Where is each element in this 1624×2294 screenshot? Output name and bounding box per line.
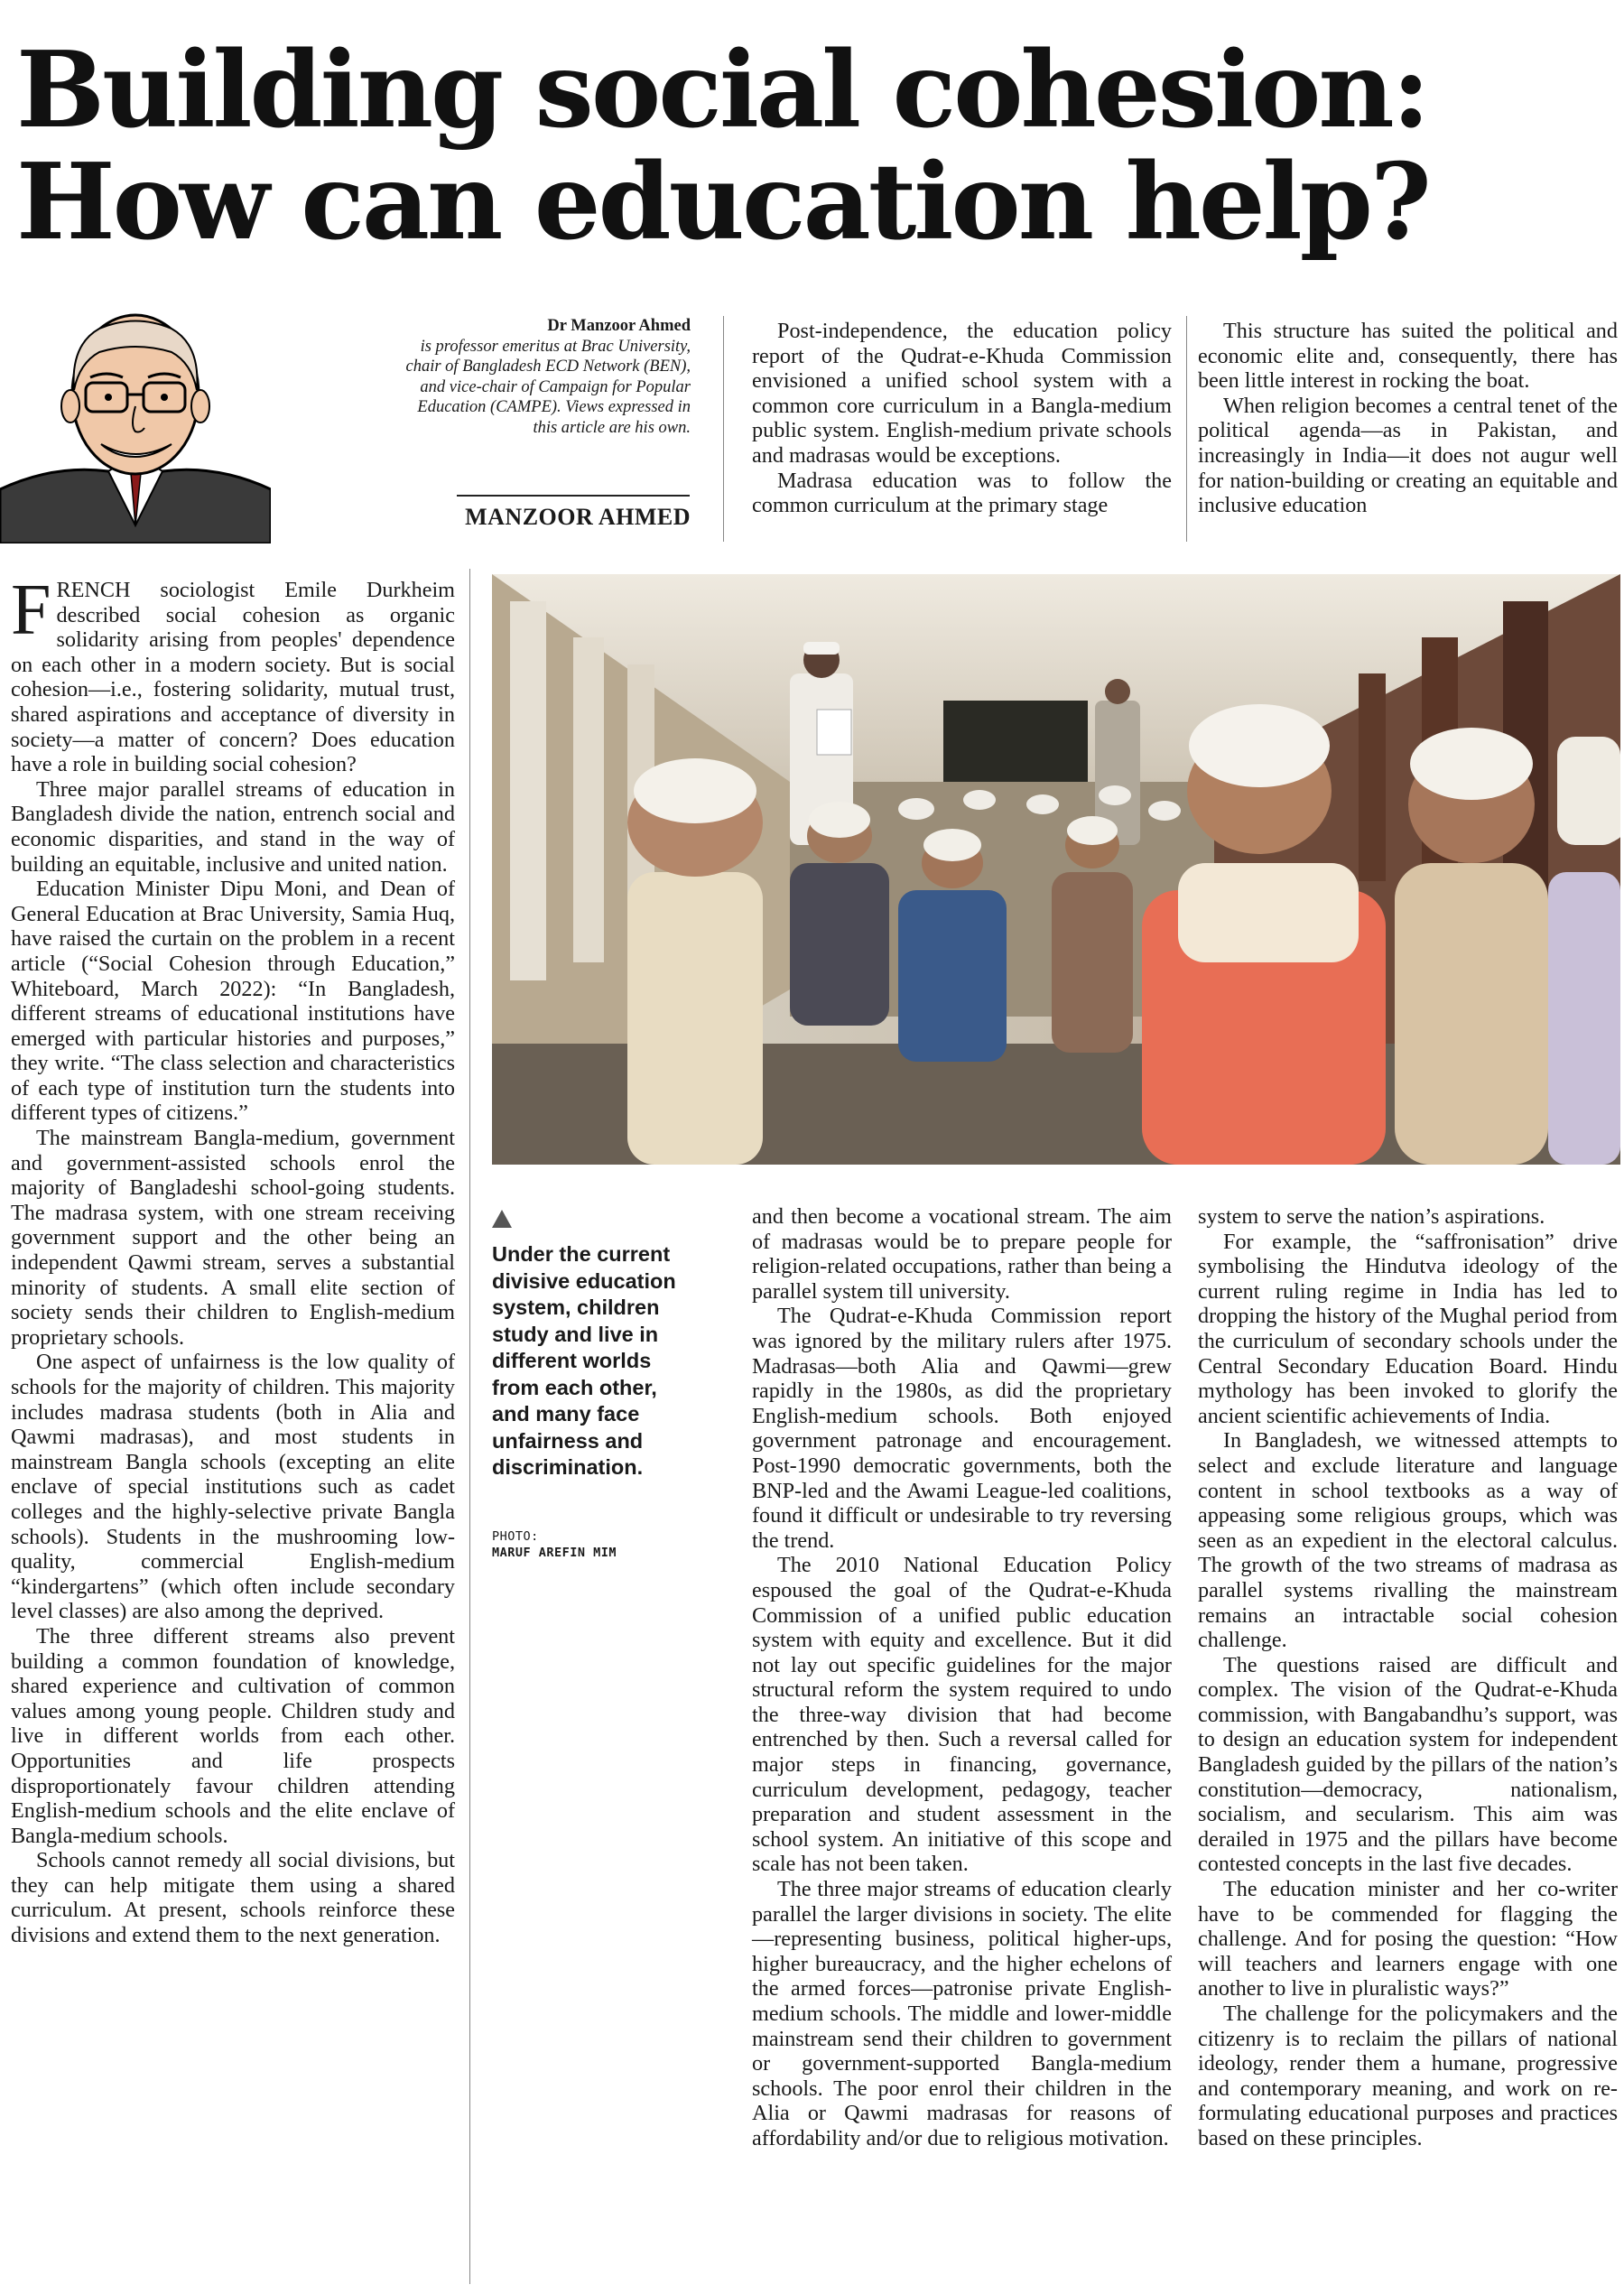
madrasa-classroom-photo <box>492 574 1620 1165</box>
body-paragraph: The three different streams also prevent building a common foundation of knowledge, shared experience and cultivation of common values among young people. Children study and live in different worlds from each other. Opportunities and life prospects disproportionately favour children attending English-medium schools and the elite enclave of Bangla-medium schools. <box>11 1623 455 1848</box>
bottom-column-2 <box>752 1204 1172 2151</box>
author-bio <box>397 316 691 438</box>
body-paragraph: This structure has suited the political and economic elite and, consequently, there has been little interest in rocking the boat. <box>1198 319 1618 394</box>
body-paragraph: Madrasa education was to follow the common curriculum at the primary stage <box>752 468 1172 518</box>
body-paragraph: When religion becomes a central tenet of the political agenda—as in Pakistan, and increasingly in India—it does not augur well for nation-building or creating an equitable and inclusive education <box>1198 393 1618 518</box>
body-paragraph: Post-independence, the education policy report of the Qudrat-e-Khuda Commission envisioned a unified school system with a common core curriculum in a Bangla-medium public system. English-medium private schools and madrasas would be exceptions. <box>752 319 1172 468</box>
body-paragraph: One aspect of unfairness is the low quality of schools for the majority of children. This majority includes madrasa students (both in Alia and Qawmi madrasas), and most students in mainstream Bangla schools (excepting an elite enclave of special institutions such as cadet colleges and the highly-selective private Bangla schools). Students in the mushrooming low-quality, commercial English-medium “kindergartens” (which often include secondary level classes) are also among the deprived. <box>11 1350 455 1624</box>
author-portrait <box>0 309 271 543</box>
byline: MANZOOR AHMED <box>465 504 691 530</box>
column-divider <box>723 316 724 542</box>
body-paragraph: The challenge for the policymakers and the citizenry is to reclaim the pillars of national ideology, render them a humane, progressive and contemporary meaning, and work on re-formulating educational purposes and practices based on these principles. <box>1198 2001 1618 2150</box>
top-column-2 <box>752 319 1172 518</box>
column-divider <box>1186 316 1187 542</box>
body-paragraph: The 2010 National Education Policy espoused the goal of the Qudrat-e-Khuda Commission of a unified public education system with equity and excellence. But it did not lay out specific guidelines for the major structural reform the system required to undo the three-way division that had become entrenched by then. Such a reversal called for major steps in financing, governance, curriculum development, pedagogy, teacher preparation and student assessment in the school system. An initiative of this scope and scale has not been taken. <box>752 1553 1172 1877</box>
body-paragraph: The mainstream Bangla-medium, government and government-assisted schools enrol the majority of Bangladeshi school-going students. The madrasa system, with one stream receiving government support and the other being an independent Qawmi stream, serves a substantial minority of students. A small elite section of society sends their children to English-medium proprietary schools. <box>11 1126 455 1350</box>
caption-pointer-icon <box>492 1210 512 1228</box>
photo-caption: Under the current divisive education system, children study and live in different worlds from each other, and many face unfairness and discrimination. <box>492 1242 676 1479</box>
body-paragraph: Schools cannot remedy all social divisions, but they can help mitigate them using a shared curriculum. At present, schools reinforce these divisions and extend them to the next generation. <box>11 1848 455 1948</box>
author-name: Dr Manzoor Ahmed <box>547 317 691 335</box>
byline-rule <box>457 495 690 497</box>
body-paragraph: Education Minister Dipu Moni, and Dean of General Education at Brac University, Samia Huq, have raised the curtain on the problem in a recent article (“Social Cohesion through Education,” Whiteboard, March 2022): “In Bangladesh, different streams of educational institutions have emerged with particular histories and purposes,” they write. “The class selection and characteristics of each type of institution turn the students into different types of citizens.” <box>11 877 455 1126</box>
body-paragraph: system to serve the nation’s aspirations. <box>1198 1204 1545 1229</box>
body-paragraph: Three major parallel streams of education in Bangladesh divide the nation, entrench social and economic disparities, and stand in the way of building an equitable, inclusive and united nation. <box>11 776 455 877</box>
bottom-column-3 <box>1198 1204 1618 2151</box>
lead-paragraph <box>11 571 455 777</box>
headline-line-1: Building social cohesion: <box>16 29 1428 152</box>
top-column-3 <box>1198 319 1618 518</box>
body-paragraph: The education minister and her co-writer have to be commended for flagging the challenge. And for posing the question: “How will teachers and learners engage with one another to live in pluralistic ways?” <box>1198 1877 1618 2001</box>
body-paragraph: The questions raised are difficult and complex. The vision of the Qudrat-e-Khuda commission, with Bangabandhu’s support, was to design an education system for independent Bangladesh guided by the pillars of the nation’s constitution—democracy, nationalism, socialism, and secularism. This aim was derailed in 1975 and the pillars have become contested concepts in the last five decades. <box>1198 1652 1618 1877</box>
body-paragraph: and then become a vocational stream. The aim of madrasas would be to prepare people for religion-related occupations, rather than being a parallel system till university. <box>752 1204 1172 1304</box>
headline <box>16 29 1614 264</box>
body-paragraph: In Bangladesh, we witnessed attempts to select and exclude literature and language content in school textbooks as a way of appeasing some religious groups, which was seen as an expedient in the electoral calculus. The growth of the two streams of madrasa as parallel systems rivalling the mainstream remains an intractable social cohesion challenge. <box>1198 1428 1618 1653</box>
column-1 <box>11 571 455 1948</box>
photo-credit-label: PHOTO: <box>492 1529 539 1544</box>
body-paragraph: The three major streams of education clearly parallel the larger divisions in society. The elite—representing business, political higher-ups, higher bureaucracy, and the higher echelons of the armed forces—patronise private English-medium schools. The middle and lower-middle mainstream send their children to government or government-supported Bangla-medium schools. The poor enrol their children in the Alia or Qawmi madrasas for reasons of affordability and/or due to religious motivation. <box>752 1877 1172 2150</box>
column-divider <box>469 569 470 2284</box>
drop-cap: F <box>11 571 51 650</box>
lead-paragraph-text: RENCH sociologist Emile Durkheim described social cohesion as organic solidarity arising from peoples' dependence on each other in a modern society. But is social cohesion—i.e., fostering solidarity, mutual trust, shared aspirations and acceptance of diversity in society—a matter of concern? Does education have a role in building social cohesion? <box>11 578 455 777</box>
body-paragraph: The Qudrat-e-Khuda Commission report was ignored by the military rulers after 1975. Madrasas—both Alia and Qawmi—grew rapidly in the 1980s, as did the proprietary English-medium schools. Both enjoyed government patronage and encouragement. Post-1990 democratic governments, both the BNP-led and the Awami League-led coalitions, found it difficult or undesirable to try reversing the trend. <box>752 1304 1172 1553</box>
photo-credit <box>492 1528 686 1561</box>
body-paragraph: For example, the “saffronisation” drive symbolising the Hindutva ideology of the current ruling regime in India has led to dropping the history of the Mughal period from the curriculum of secondary schools under the Central Secondary Education Board. Hindu mythology has been invoked to glorify the ancient scientific achievements of India. <box>1198 1229 1618 1428</box>
headline-line-2: How can education help? <box>16 141 1429 264</box>
photo-credit-name: MARUF AREFIN MIM <box>492 1546 617 1560</box>
author-bio-text: is professor emeritus at Brac University, chair of Bangladesh ECD Network (BEN), and vice-chair of Campaign for Popular Education (CAMPE). Views expressed in this article are his own. <box>405 337 691 437</box>
